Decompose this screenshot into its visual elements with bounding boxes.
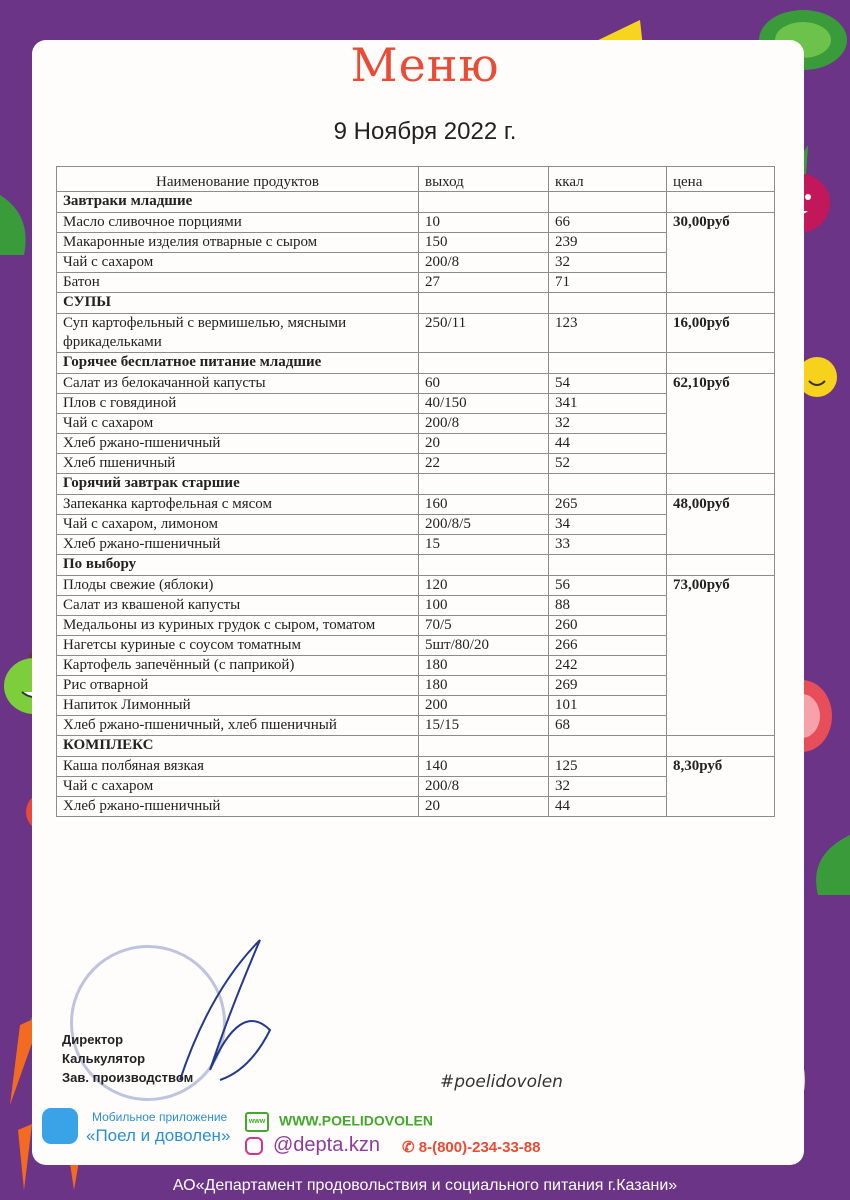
phone-number (402, 1138, 541, 1156)
item-output: 15/15 (419, 716, 549, 736)
item-kcal: 44 (549, 434, 667, 454)
item-kcal: 269 (549, 676, 667, 696)
browser-icon: www (245, 1112, 269, 1132)
section-price: 8,30руб (667, 757, 775, 817)
item-kcal: 123 (549, 314, 667, 353)
empty-cell (419, 353, 549, 374)
item-name: Хлеб пшеничный (57, 454, 419, 474)
item-name: Запеканка картофельная с мясом (57, 495, 419, 515)
item-kcal: 66 (549, 213, 667, 233)
table-row (57, 576, 775, 596)
empty-cell (549, 555, 667, 576)
header-kcal: ккал (549, 167, 667, 192)
item-output: 200/8 (419, 777, 549, 797)
header-product-name: Наименование продуктов (57, 167, 419, 192)
table-header-row (57, 167, 775, 192)
item-name: Нагетсы куриные с соусом томатным (57, 636, 419, 656)
phone-text: 8-(800)-234-33-88 (418, 1139, 541, 1156)
empty-cell (549, 353, 667, 374)
item-kcal: 56 (549, 576, 667, 596)
section-price: 16,00руб (667, 314, 775, 353)
item-kcal: 32 (549, 777, 667, 797)
section-price: 62,10руб (667, 374, 775, 474)
item-name: Чай с сахаром (57, 253, 419, 273)
instagram-link[interactable] (245, 1134, 380, 1157)
item-name: Хлеб ржано-пшеничный (57, 797, 419, 817)
item-kcal: 52 (549, 454, 667, 474)
item-name: Салат из белокачанной капусты (57, 374, 419, 394)
empty-cell (667, 736, 775, 757)
lettuce-leaf-icon (808, 835, 850, 895)
item-name: Суп картофельный с вермишелью, мясными фрикадельками (57, 314, 419, 353)
item-name: Хлеб ржано-пшеничный (57, 535, 419, 555)
section-row (57, 555, 775, 576)
item-output: 160 (419, 495, 549, 515)
app-logo-icon (42, 1108, 78, 1144)
item-name: Чай с сахаром (57, 777, 419, 797)
table-row (57, 314, 775, 353)
item-output: 40/150 (419, 394, 549, 414)
empty-cell (549, 736, 667, 757)
item-output: 27 (419, 273, 549, 293)
app-name: «Поел и доволен» (86, 1126, 231, 1145)
empty-cell (419, 736, 549, 757)
item-output: 140 (419, 757, 549, 777)
menu-table (56, 166, 775, 817)
section-title: Горячее бесплатное питание младшие (57, 353, 419, 374)
item-output: 22 (419, 454, 549, 474)
item-output: 15 (419, 535, 549, 555)
empty-cell (667, 353, 775, 374)
item-output: 70/5 (419, 616, 549, 636)
empty-cell (549, 293, 667, 314)
section-title: СУПЫ (57, 293, 419, 314)
item-kcal: 260 (549, 616, 667, 636)
menu-date: 9 Ноября 2022 г. (333, 118, 517, 145)
item-name: Медальоны из куриных грудок с сыром, томатом (57, 616, 419, 636)
table-row (57, 495, 775, 515)
item-kcal: 54 (549, 374, 667, 394)
item-kcal: 88 (549, 596, 667, 616)
item-output: 120 (419, 576, 549, 596)
empty-cell (419, 555, 549, 576)
item-output: 5шт/80/20 (419, 636, 549, 656)
empty-cell (549, 474, 667, 495)
item-name: Хлеб ржано-пшеничный (57, 434, 419, 454)
item-name: Плов с говядиной (57, 394, 419, 414)
table-row (57, 374, 775, 394)
section-title: КОМПЛЕКС (57, 736, 419, 757)
section-price: 30,00руб (667, 213, 775, 293)
item-name: Картофель запечённый (с паприкой) (57, 656, 419, 676)
item-kcal: 341 (549, 394, 667, 414)
section-row (57, 293, 775, 314)
header-output: выход (419, 167, 549, 192)
section-row (57, 192, 775, 213)
item-output: 180 (419, 676, 549, 696)
item-output: 200/8 (419, 253, 549, 273)
item-name: Каша полбяная вязкая (57, 757, 419, 777)
section-row (57, 736, 775, 757)
item-kcal: 265 (549, 495, 667, 515)
header-price: цена (667, 167, 775, 192)
section-title: По выбору (57, 555, 419, 576)
section-title: Горячий завтрак старшие (57, 474, 419, 495)
section-price: 73,00руб (667, 576, 775, 736)
item-output: 20 (419, 434, 549, 454)
item-kcal: 239 (549, 233, 667, 253)
signature-production-manager-label: Зав. производством (62, 1070, 194, 1085)
website-text: WWW.POELIDOVOLEN (279, 1112, 433, 1129)
item-name: Чай с сахаром, лимоном (57, 515, 419, 535)
website-link[interactable] (245, 1112, 433, 1132)
item-name: Плоды свежие (яблоки) (57, 576, 419, 596)
signature-calculator-label: Калькулятор (62, 1051, 146, 1066)
item-kcal: 266 (549, 636, 667, 656)
item-output: 180 (419, 656, 549, 676)
item-kcal: 242 (549, 656, 667, 676)
item-kcal: 71 (549, 273, 667, 293)
item-name: Хлеб ржано-пшеничный, хлеб пшеничный (57, 716, 419, 736)
phone-icon: ✆ (402, 1139, 419, 1156)
menu-table-body (57, 192, 775, 817)
item-kcal: 44 (549, 797, 667, 817)
item-output: 200/8 (419, 414, 549, 434)
item-kcal: 34 (549, 515, 667, 535)
item-name: Макаронные изделия отварные с сыром (57, 233, 419, 253)
item-output: 20 (419, 797, 549, 817)
section-row (57, 353, 775, 374)
item-kcal: 32 (549, 253, 667, 273)
empty-cell (667, 474, 775, 495)
item-kcal: 32 (549, 414, 667, 434)
empty-cell (667, 192, 775, 213)
section-price: 48,00руб (667, 495, 775, 555)
item-name: Масло сливочное порциями (57, 213, 419, 233)
hashtag: #poelidovolen (440, 1072, 563, 1092)
item-output: 200 (419, 696, 549, 716)
empty-cell (667, 293, 775, 314)
item-kcal: 101 (549, 696, 667, 716)
item-output: 250/11 (419, 314, 549, 353)
item-name: Напиток Лимонный (57, 696, 419, 716)
empty-cell (419, 293, 549, 314)
empty-cell (549, 192, 667, 213)
empty-cell (419, 474, 549, 495)
empty-cell (667, 555, 775, 576)
table-row (57, 757, 775, 777)
item-output: 10 (419, 213, 549, 233)
section-title: Завтраки младшие (57, 192, 419, 213)
item-name: Батон (57, 273, 419, 293)
page-title: Меню (350, 38, 500, 92)
item-kcal: 33 (549, 535, 667, 555)
footer-organization: АО«Департамент продовольствия и социального питания г.Казани» (172, 1177, 678, 1194)
item-output: 150 (419, 233, 549, 253)
section-row (57, 474, 775, 495)
item-name: Чай с сахаром (57, 414, 419, 434)
item-kcal: 125 (549, 757, 667, 777)
item-output: 60 (419, 374, 549, 394)
instagram-handle: @depta.kzn (273, 1134, 381, 1156)
item-name: Рис отварной (57, 676, 419, 696)
signatures-block (62, 1030, 193, 1087)
item-kcal: 68 (549, 716, 667, 736)
signature-director-label: Директор (62, 1032, 124, 1047)
item-output: 200/8/5 (419, 515, 549, 535)
lettuce-leaf-icon (0, 195, 32, 255)
instagram-icon (245, 1137, 263, 1155)
item-output: 100 (419, 596, 549, 616)
item-name: Салат из квашеной капусты (57, 596, 419, 616)
empty-cell (419, 192, 549, 213)
table-row (57, 213, 775, 233)
app-caption: Мобильное приложение (92, 1110, 228, 1124)
